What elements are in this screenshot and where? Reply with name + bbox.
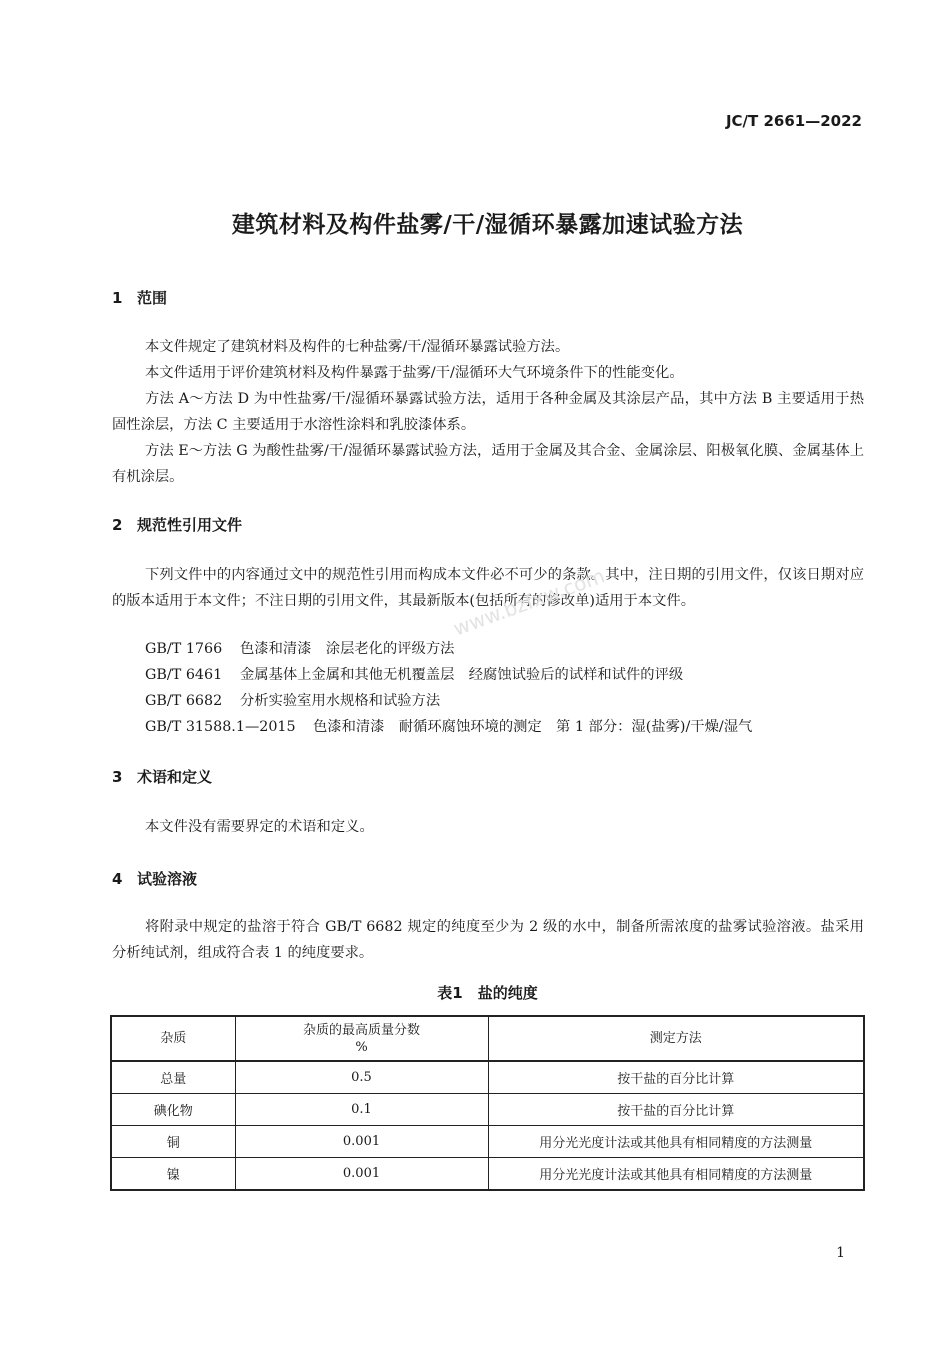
reference-title: 金属基体上金属和其他无机覆盖层 经腐蚀试验后的试样和试件的评级 <box>240 667 684 683</box>
cell-method: 用分光光度计法或其他具有相同精度的方法测量 <box>488 1158 864 1191</box>
cell-impurity: 镍 <box>111 1158 235 1191</box>
section-4-heading <box>112 868 197 889</box>
reference-title: 色漆和清漆 耐循环腐蚀环境的测定 第 1 部分：湿(盐雾)/干燥/湿气 <box>313 719 753 735</box>
reference-list <box>145 636 752 740</box>
section-1-heading <box>112 287 167 308</box>
table-row <box>111 1158 864 1191</box>
reference-item <box>145 714 752 740</box>
table-row <box>111 1126 864 1158</box>
section-number: 2 <box>112 516 123 534</box>
section-number: 3 <box>112 768 123 786</box>
page-number: 1 <box>836 1245 845 1261</box>
table-title: 表1 盐的纯度 <box>437 984 538 1002</box>
reference-code: GB/T 6682 <box>145 693 223 709</box>
cell-value: 0.1 <box>235 1094 488 1126</box>
cell-impurity: 总量 <box>111 1061 235 1094</box>
cell-method: 按干盐的百分比计算 <box>488 1061 864 1094</box>
paragraph: 本文件没有需要界定的术语和定义。 <box>145 819 374 835</box>
header-unit: % <box>355 1039 368 1055</box>
section-title: 范围 <box>137 289 168 307</box>
section-4-body <box>112 914 864 966</box>
cell-impurity: 碘化物 <box>111 1094 235 1126</box>
section-title: 规范性引用文件 <box>137 516 243 534</box>
table-header-row <box>111 1016 864 1061</box>
cell-value: 0.001 <box>235 1126 488 1158</box>
section-3-heading <box>112 766 212 787</box>
cell-impurity: 铜 <box>111 1126 235 1158</box>
header-max-fraction-label: 杂质的最高质量分数 <box>302 1022 420 1038</box>
paragraph: 本文件规定了建筑材料及构件的七种盐雾/干/湿循环暴露试验方法。 <box>145 339 570 355</box>
salt-purity-table <box>110 1015 865 1191</box>
reference-code: GB/T 1766 <box>145 641 223 657</box>
section-2-heading <box>112 514 242 535</box>
reference-code: GB/T 6461 <box>145 667 223 683</box>
section-title: 试验溶液 <box>137 870 198 888</box>
header-method: 测定方法 <box>488 1016 864 1061</box>
document-title: 建筑材料及构件盐雾/干/湿循环暴露加速试验方法 <box>231 212 744 238</box>
table-row <box>111 1094 864 1126</box>
cell-method: 按干盐的百分比计算 <box>488 1094 864 1126</box>
section-1-body <box>112 334 864 490</box>
section-number: 1 <box>112 289 123 307</box>
paragraph: 本文件适用于评价建筑材料及构件暴露于盐雾/干/湿循环大气环境条件下的性能变化。 <box>145 365 684 381</box>
reference-item <box>145 688 752 714</box>
header-impurity: 杂质 <box>111 1016 235 1061</box>
reference-title: 分析实验室用水规格和试验方法 <box>240 693 441 709</box>
reference-item <box>145 662 752 688</box>
paragraph: 下列文件中的内容通过文中的规范性引用而构成本文件必不可少的条款。其中，注日期的引用文件，仅该日期对应的版本适用于本文件；不注日期的引用文件，其最新版本(包括所有的修改单)适用于本文件。 <box>112 567 864 609</box>
paragraph: 将附录中规定的盐溶于符合 GB/T 6682 规定的纯度至少为 2 级的水中，制备所需浓度的盐雾试验溶液。盐采用分析纯试剂，组成符合表 1 的纯度要求。 <box>112 919 864 961</box>
paragraph: 方法 E～方法 G 为酸性盐雾/干/湿循环暴露试验方法，适用于金属及其合金、金属涂层、阳极氧化膜、金属基体上有机涂层。 <box>112 443 864 485</box>
section-number: 4 <box>112 870 123 888</box>
section-title: 术语和定义 <box>137 768 213 786</box>
paragraph: 方法 A～方法 D 为中性盐雾/干/湿循环暴露试验方法，适用于各种金属及其涂层产品，其中方法 B 主要适用于热固性涂层，方法 C 主要适用于水溶性涂料和乳胶漆体系。 <box>112 391 864 433</box>
reference-item <box>145 636 752 662</box>
watermark: www.bzfxw.com <box>450 563 608 641</box>
reference-code: GB/T 31588.1—2015 <box>145 719 296 735</box>
section-3-body <box>112 814 864 840</box>
standard-code: JC/T 2661—2022 <box>725 112 862 130</box>
cell-value: 0.5 <box>235 1061 488 1094</box>
cell-method: 用分光光度计法或其他具有相同精度的方法测量 <box>488 1126 864 1158</box>
header-max-fraction <box>235 1016 488 1061</box>
reference-title: 色漆和清漆 涂层老化的评级方法 <box>240 641 455 657</box>
cell-value: 0.001 <box>235 1158 488 1191</box>
table-row <box>111 1061 864 1094</box>
